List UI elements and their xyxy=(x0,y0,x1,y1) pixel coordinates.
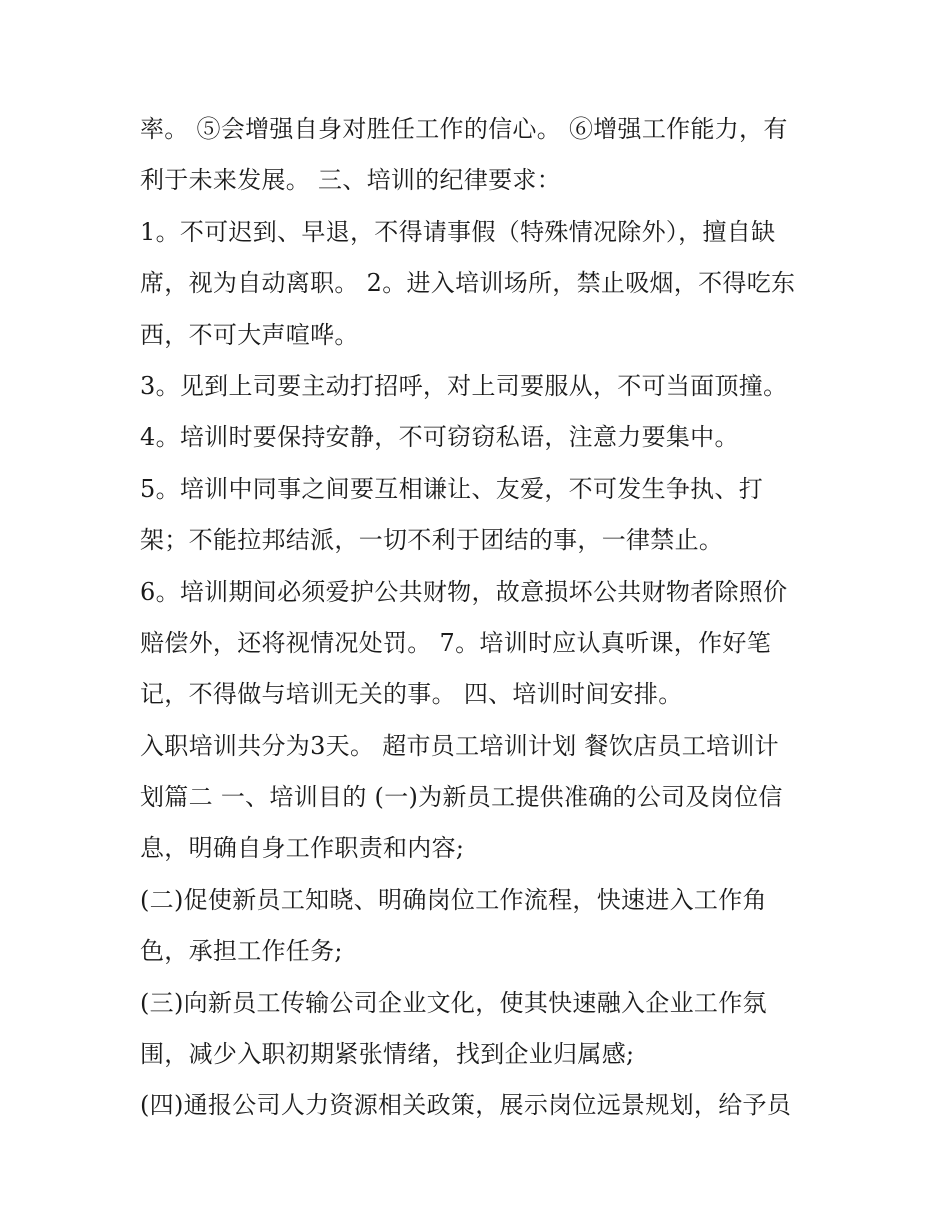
text-line: 入职培训共分为3天。 超市员工培训计划 餐饮店员工培训计 xyxy=(140,731,779,760)
text-line: 息，明确自身工作职责和内容; xyxy=(140,834,465,863)
text-line: 利于未来发展。 三、培训的纪律要求： xyxy=(140,166,562,195)
text-line: 色，承担工作任务; xyxy=(140,937,343,966)
text-line: 西，不可大声喧哗。 xyxy=(140,320,359,349)
text-line: 5。培训中同事之间要互相谦让、友爱，不可发生争执、打 xyxy=(140,474,764,503)
text-line: 架；不能拉邦结派，一切不利于团结的事，一律禁止。 xyxy=(140,526,724,555)
text-line: 3。见到上司要主动打招呼，对上司要服从，不可当面顶撞。 xyxy=(140,371,788,400)
text-line: 席，视为自动离职。 2。进入培训场所，禁止吸烟，不得吃东 xyxy=(140,269,796,298)
text-line: 划篇二 一、培训目的 (一)为新员工提供准确的公司及岗位信 xyxy=(140,783,783,812)
document-body xyxy=(140,104,820,1132)
text-line: 记，不得做与培训无关的事。 四、培训时间安排。 xyxy=(140,680,683,709)
text-line: (四)通报公司人力资源相关政策，展示岗位远景规划，给予员 xyxy=(140,1091,792,1120)
text-line: 1。不可迟到、早退，不得请事假（特殊情况除外），擅自缺 xyxy=(140,217,776,246)
text-line: 率。 ⑤会增强自身对胜任工作的信心。 ⑥增强工作能力，有 xyxy=(140,115,788,143)
text-line: (二)促使新员工知晓、明确岗位工作流程，快速进入工作角 xyxy=(140,885,767,914)
text-line: (三)向新员工传输公司企业文化，使其快速融入企业工作氛 xyxy=(140,988,767,1017)
text-line: 围，减少入职初期紧张情绪，找到企业归属感; xyxy=(140,1040,635,1069)
text-line: 赔偿外，还将视情况处罚。 7。培训时应认真听课，作好笔 xyxy=(140,628,771,657)
text-line: 6。培训期间必须爱护公共财物，故意损坏公共财物者除照价 xyxy=(140,577,788,606)
text-line: 4。培训时要保持安静，不可窃窃私语，注意力要集中。 xyxy=(140,423,739,452)
